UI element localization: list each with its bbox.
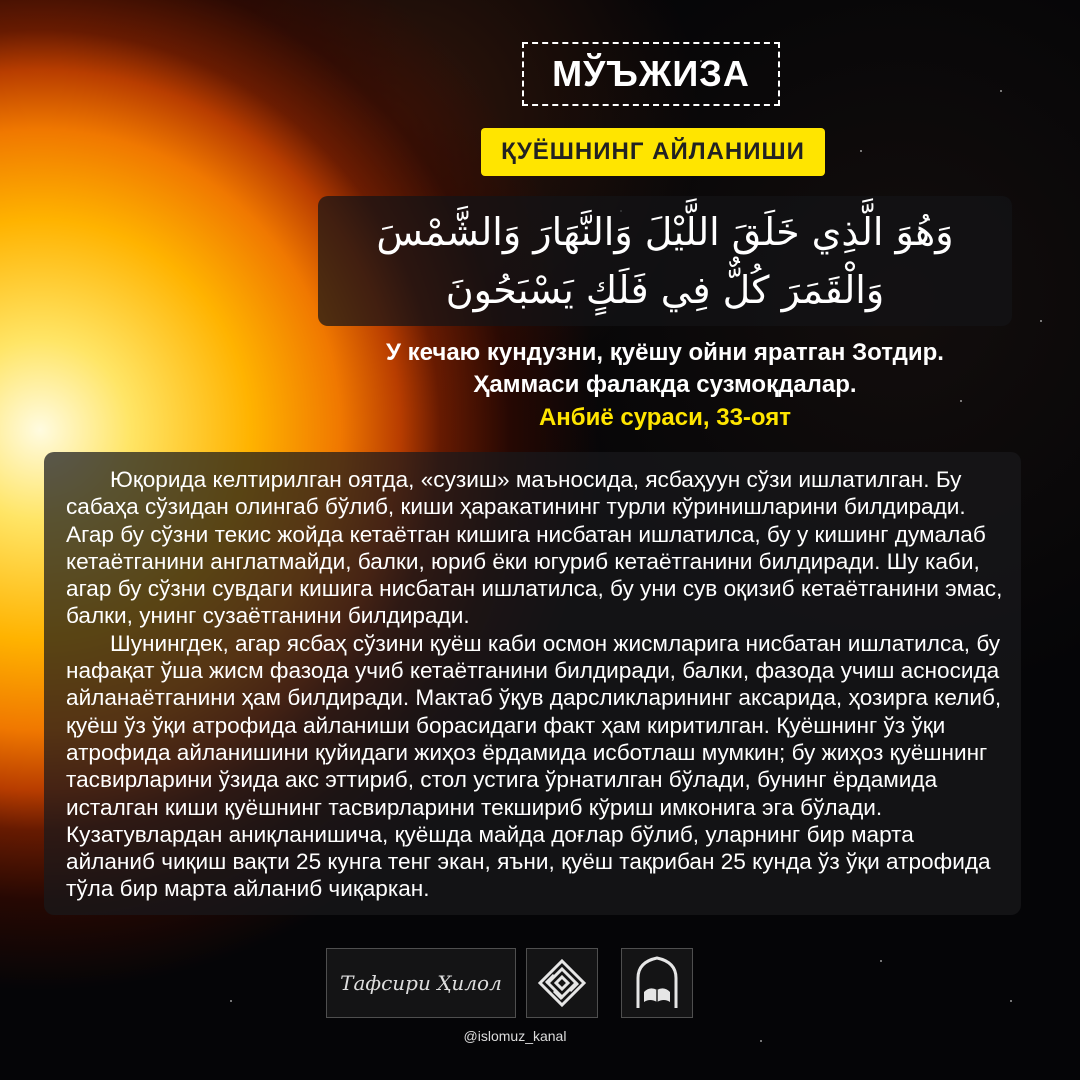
- subtitle-banner: [481, 128, 825, 176]
- tafsir-hilol-logo: [326, 948, 516, 1018]
- translation-line-2: Ҳаммаси фалакда сузмоқдалар.: [473, 371, 857, 398]
- commentary-paragraph-2: Шунингдек, агар ясбаҳ сўзини қуёш каби осмон жисмларига нисбатан ишлатилса, бу нафақат ўша жисм фазода учиб кетаётганини билдиради, балки, фазода учиш асносида айланаётганини ҳам билдиради. Мактаб ўқув дарсликларининг аксарида, ҳозирга келиб, қуёш ўз ўқи атрофида айланиши борасидаги факт ҳам киритилган. Қуёшнинг ўз ўқи атрофида айланишини қуйидаги жиҳоз ёрдамида исботлаш мумкин; бу жиҳоз қуёшнинг тасвирларини ўзида акс эттириб, стол устига ўрнатилган бўлади, бунинг ёрдамида исталган киши қуёшнинг тасвирларини текшириб кўриш имконига эга бўлади. Кузатувлардан аниқланишича, қуёшда майда доғлар бўлиб, уларнинг бир марта айланиб чиқиш вақти 25 кунга тенг экан, яъни, қуёш тақрибан 25 кунда ўз ўқи атрофида тўла бир марта айланиб чиқаркан.: [66, 630, 1002, 902]
- kufic-calligraphy-icon: [526, 948, 598, 1018]
- commentary-panel: [44, 452, 1021, 915]
- mosque-book-icon-svg: [632, 956, 682, 1010]
- star: [1040, 320, 1042, 322]
- channel-handle: @islomuz_kanal: [463, 1028, 567, 1044]
- arabic-verse: وَهُوَ الَّذِي خَلَقَ اللَّيْلَ وَالنَّهَارَ وَالشَّمْسَ وَالْقَمَرَ كُلٌّ فِي فَلَكٍ يَسْبَحُونَ: [376, 210, 954, 312]
- kufic-calligraphy-icon-svg: [536, 957, 588, 1009]
- commentary-paragraph-1: Юқорида келтирилган оятда, «сузиш» маъносида, ясбаҳуун сўзи ишлатилган. Бу сабаҳа сўзидан олингаб бўлиб, киши ҳаракатининг турли кўринишларини билдиради. Агар бу сўзни текис жойда кетаётган кишига нисбатан ишлатилса, бу у кишинг думалаб кетаётганини англатмайди, балки, юриб ёки югуриб кетаётганини билдиради. Шу каби, агар бу сўзни сувдаги кишига нисбатан ишлатилса, бу уни сув оқизиб кетаётганини эмас, балки, унинг сузаётганини билдиради.: [66, 467, 1003, 629]
- translation-line-1: У кечаю кундузни, қуёшу ойни яратган Зотдир.: [386, 339, 944, 366]
- page-subtitle: ҚУЁШНИНГ АЙЛАНИШИ: [501, 138, 805, 165]
- page-title: МЎЪЖИЗА: [552, 53, 750, 94]
- star: [760, 1040, 762, 1042]
- verse-panel: [318, 196, 1012, 326]
- title-frame: [522, 42, 780, 106]
- star: [880, 960, 882, 962]
- translation-block: [318, 337, 1012, 435]
- star: [1010, 1000, 1012, 1002]
- star: [230, 1000, 232, 1002]
- verse-source: Анбиё сураси, 33-оят: [538, 404, 792, 431]
- star: [1000, 90, 1002, 92]
- mosque-book-icon: [621, 948, 693, 1018]
- tafsir-logo-text: Тафсири Ҳилол: [340, 971, 502, 995]
- star: [860, 150, 862, 152]
